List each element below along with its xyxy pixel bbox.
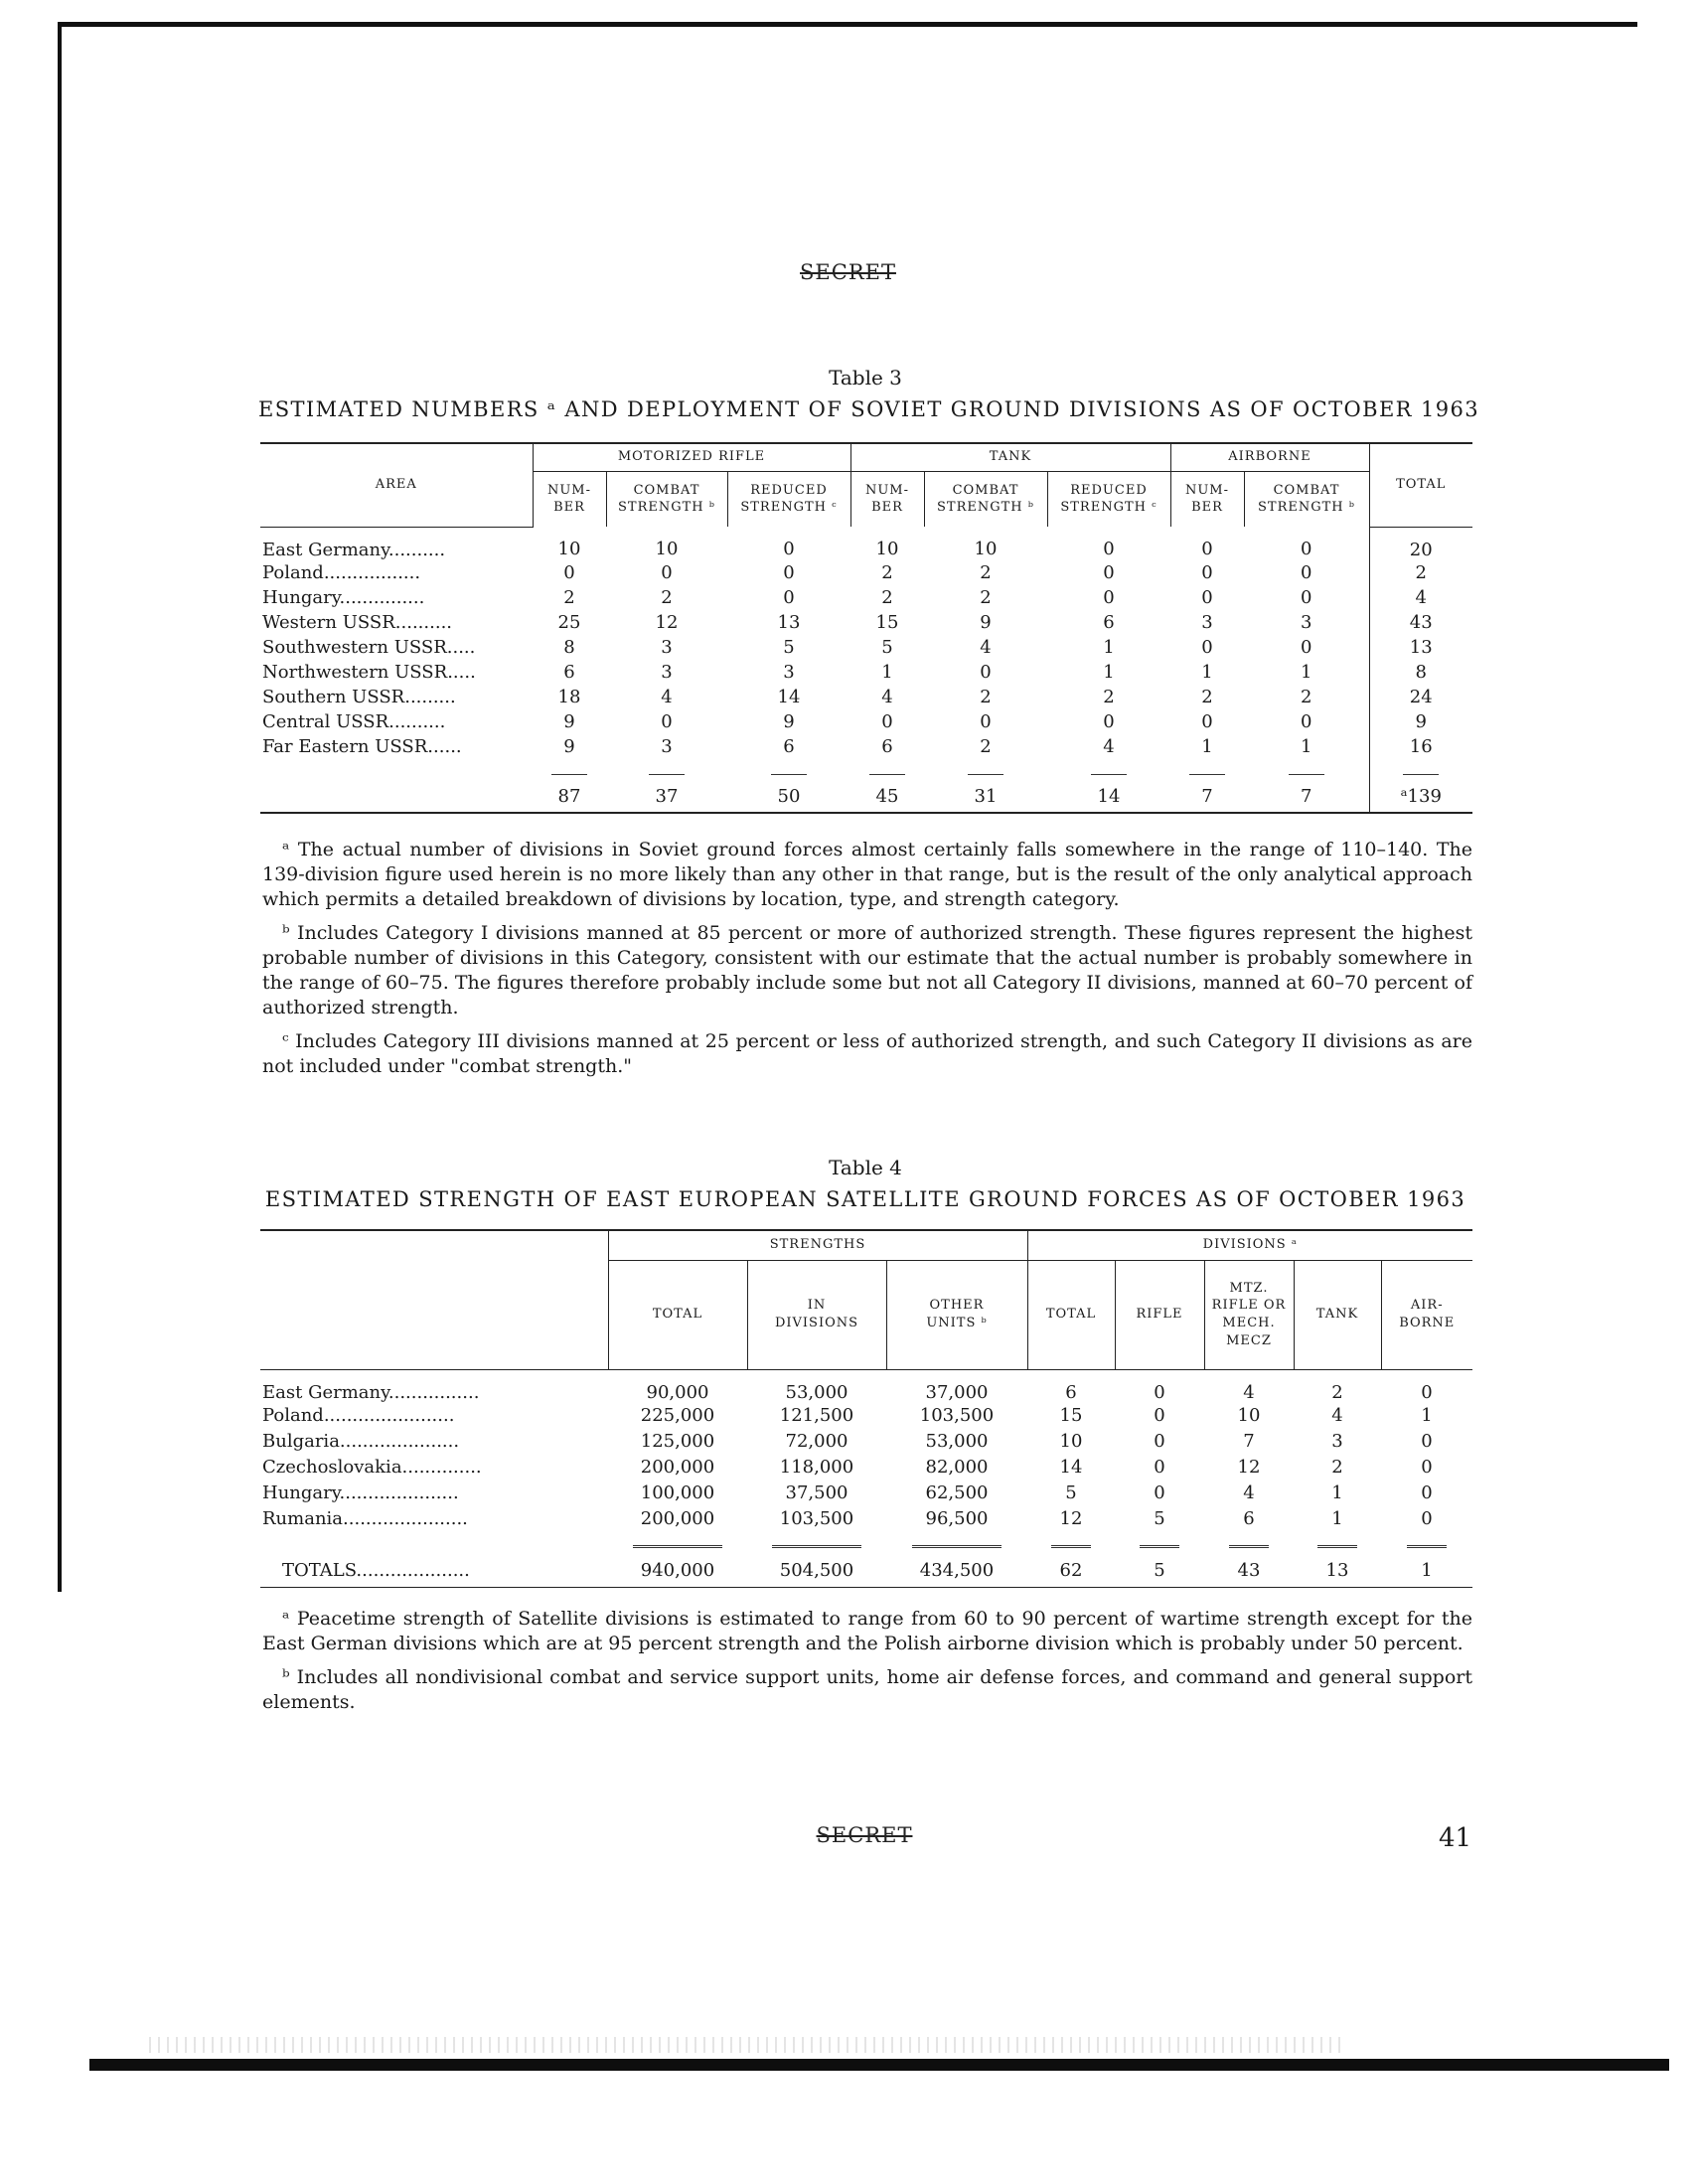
total-cell: 45 (850, 781, 924, 813)
cell: 2 (563, 586, 575, 608)
cell: 0 (1154, 1405, 1165, 1426)
header-rifle: RIFLE (1115, 1260, 1204, 1369)
totals-row (260, 781, 1472, 813)
cell: 6 (881, 735, 893, 757)
header-tank-number: NUM- BER (850, 471, 924, 527)
cell: 25 (557, 611, 581, 633)
cell: 0 (1301, 710, 1312, 732)
table3-title: ESTIMATED NUMBERS ᵃ AND DEPLOYMENT OF SOVIET GROUND DIVISIONS AS OF OCTOBER 1963 (258, 397, 1480, 421)
cell: 0 (1154, 1431, 1165, 1452)
cell: 4 (1243, 1482, 1255, 1503)
rule (771, 774, 807, 775)
cell: 3 (661, 636, 673, 658)
header-other-units: OTHER UNITS ᵇ (886, 1260, 1027, 1369)
cell: 15 (1059, 1405, 1083, 1426)
cell: 0 (783, 586, 795, 608)
row-country: Hungary..................... (262, 1482, 459, 1503)
cell: 0 (1201, 539, 1213, 560)
cell: 103,500 (779, 1508, 854, 1529)
footnote-b: ᵇ Includes Category I divisions manned at 85 percent or more of authorized strength. These figures represent the highest probable number of divisions in this Category, consistent with our estimate that the actual number is probably somewhere in the range of 60–75. The figures therefore probably include some but not all Category II divisions, manned at 60–70 percent of authorized strength. (262, 922, 1472, 1018)
cell: 0 (1421, 1508, 1433, 1529)
cell: 5 (881, 636, 893, 658)
cell: 6 (1065, 1381, 1077, 1403)
footnote-a: ᵃ The actual number of divisions in Soviet ground forces almost certainly falls somewhere in the range of 110–140. The 139-division figure used herein is no more likely than any other in that range, but is the result of the only analytical approach which permits a detailed breakdown of divisions by location, type, and strength category. (262, 839, 1472, 910)
total-cell: 37 (606, 781, 727, 813)
header-airborne: AIRBORNE (1170, 443, 1369, 471)
header-total: TOTAL (1369, 443, 1472, 527)
cell: 0 (1103, 710, 1115, 732)
table-row (260, 1429, 1472, 1455)
subtotal-rule-row (260, 759, 1472, 781)
total-cell: 504,500 (747, 1554, 886, 1588)
cell: 200,000 (640, 1457, 715, 1478)
row-country: Rumania...................... (262, 1508, 468, 1529)
cell: 2 (661, 586, 673, 608)
cell: 0 (661, 561, 673, 583)
grand-total-cell: ᵃ139 (1369, 781, 1472, 813)
footnote-c: ᶜ Includes Category III divisions manned at 25 percent or less of authorized strength, and such Category II divisions as are not included under "combat strength." (262, 1030, 1472, 1077)
header-tank: TANK (1294, 1260, 1381, 1369)
total-cell: 62 (1027, 1554, 1115, 1588)
classification-marking-bottom: SECRET (816, 1823, 913, 1847)
cell: 0 (661, 710, 673, 732)
cell: 2 (1301, 686, 1312, 707)
footnote-a: ᵃ Peacetime strength of Satellite divisions is estimated to range from 60 to 90 percent of wartime strength except for the East German divisions which are at 95 percent strength and the Polish airborne division which is probably under 50 percent. (262, 1608, 1472, 1654)
cell: 225,000 (640, 1405, 715, 1426)
rule (1140, 1545, 1179, 1548)
cell: 1 (881, 661, 893, 683)
rule (912, 1545, 1002, 1548)
row-country: East Germany................ (262, 1381, 480, 1403)
table-row (260, 527, 1472, 560)
cell: 2 (881, 561, 893, 583)
cell-total: 24 (1369, 685, 1472, 709)
subtotal-rule-row (260, 1532, 1472, 1554)
cell: 2 (1201, 686, 1213, 707)
row-area: Far Eastern USSR...... (262, 735, 462, 757)
cell: 2 (1103, 686, 1115, 707)
header-tank-combat: COMBAT STRENGTH ᵇ (924, 471, 1047, 527)
rule (772, 1545, 861, 1548)
row-country: Bulgaria..................... (262, 1431, 460, 1452)
cell: 0 (1103, 539, 1115, 560)
cell: 2 (1331, 1381, 1343, 1403)
cell: 10 (1237, 1405, 1261, 1426)
cell: 0 (1421, 1431, 1433, 1452)
cell: 14 (1059, 1457, 1083, 1478)
table-row (260, 1481, 1472, 1506)
total-cell: 7 (1244, 781, 1369, 813)
cell: 0 (1154, 1457, 1165, 1478)
cell: 1 (1201, 661, 1213, 683)
cell: 1 (1301, 661, 1312, 683)
cell: 4 (980, 636, 992, 658)
table3-footnotes (262, 838, 1472, 1088)
cell: 0 (783, 539, 795, 560)
cell: 6 (1103, 611, 1115, 633)
header-mr-combat: COMBAT STRENGTH ᵇ (606, 471, 727, 527)
table4-title: ESTIMATED STRENGTH OF EAST EUROPEAN SATELLITE GROUND FORCES AS OF OCTOBER 1963 (264, 1187, 1466, 1211)
header-mr-reduced: REDUCED STRENGTH ᶜ (727, 471, 850, 527)
cell: 3 (1331, 1431, 1343, 1452)
row-area: Southwestern USSR..... (262, 636, 476, 658)
table-row (260, 610, 1472, 635)
cell: 90,000 (646, 1381, 709, 1403)
cell-total: 43 (1369, 610, 1472, 635)
cell-total: 8 (1369, 660, 1472, 685)
classification-marking-top: SECRET (800, 260, 896, 284)
table-row (260, 585, 1472, 610)
cell: 96,500 (925, 1508, 989, 1529)
cell: 0 (1103, 561, 1115, 583)
cell: 0 (1103, 586, 1115, 608)
row-country: Poland....................... (262, 1405, 455, 1426)
cell: 14 (777, 686, 801, 707)
cell-total: 4 (1369, 585, 1472, 610)
rule (968, 774, 1003, 775)
total-cell: 43 (1204, 1554, 1294, 1588)
cell: 37,500 (785, 1482, 848, 1503)
table-row (260, 1455, 1472, 1481)
cell: 0 (783, 561, 795, 583)
cell: 12 (1237, 1457, 1261, 1478)
cell: 9 (563, 710, 575, 732)
row-area: Southern USSR......... (262, 686, 456, 707)
table-row (260, 734, 1472, 759)
cell: 103,500 (919, 1405, 995, 1426)
cell: 0 (1301, 561, 1312, 583)
cell: 1 (1201, 735, 1213, 757)
cell: 6 (1243, 1508, 1255, 1529)
cell: 53,000 (785, 1381, 848, 1403)
header-mr-number: NUM- BER (533, 471, 606, 527)
cell: 2 (980, 735, 992, 757)
cell: 1 (1103, 636, 1115, 658)
cell: 0 (1154, 1381, 1165, 1403)
cell: 1 (1421, 1405, 1433, 1426)
header-tank: TANK (850, 443, 1170, 471)
cell: 0 (980, 710, 992, 732)
cell: 10 (1059, 1431, 1083, 1452)
cell: 7 (1243, 1431, 1255, 1452)
page-number: 41 (1439, 1823, 1472, 1853)
table-row (260, 1369, 1472, 1403)
row-area: Western USSR.......... (262, 611, 453, 633)
cell: 200,000 (640, 1508, 715, 1529)
cell: 2 (980, 686, 992, 707)
cell: 3 (661, 661, 673, 683)
rule (551, 774, 587, 775)
cell: 2 (1331, 1457, 1343, 1478)
table-row (260, 660, 1472, 685)
header-ab-combat: COMBAT STRENGTH ᵇ (1244, 471, 1369, 527)
row-area: Northwestern USSR..... (262, 661, 476, 683)
cell: 12 (655, 611, 679, 633)
cell: 9 (563, 735, 575, 757)
total-cell: 7 (1170, 781, 1244, 813)
total-cell: 940,000 (608, 1554, 747, 1588)
cell: 100,000 (640, 1482, 715, 1503)
table-row (260, 1403, 1472, 1429)
cell: 10 (974, 539, 998, 560)
cell: 6 (563, 661, 575, 683)
header-div-total: TOTAL (1027, 1260, 1115, 1369)
cell: 125,000 (640, 1431, 715, 1452)
cell: 5 (1154, 1508, 1165, 1529)
row-area: Hungary............... (262, 586, 425, 608)
cell-total: 9 (1369, 709, 1472, 734)
cell-total: 13 (1369, 635, 1472, 660)
cell: 0 (1201, 586, 1213, 608)
cell: 4 (1331, 1405, 1343, 1426)
cell: 2 (980, 561, 992, 583)
cell: 53,000 (925, 1431, 989, 1452)
rule (633, 1545, 722, 1548)
cell: 0 (1201, 636, 1213, 658)
cell: 0 (1421, 1381, 1433, 1403)
total-cell: 5 (1115, 1554, 1204, 1588)
rule (869, 774, 905, 775)
rule (1407, 1545, 1447, 1548)
cell: 6 (783, 735, 795, 757)
header-ab-number: NUM- BER (1170, 471, 1244, 527)
table-row (260, 635, 1472, 660)
cell: 121,500 (779, 1405, 854, 1426)
cell: 82,000 (925, 1457, 989, 1478)
header-area: AREA (260, 443, 533, 527)
cell: 1 (1103, 661, 1115, 683)
total-cell: 13 (1294, 1554, 1381, 1588)
header-strengths: STRENGTHS (608, 1230, 1027, 1260)
cell: 0 (881, 710, 893, 732)
cell: 72,000 (785, 1431, 848, 1452)
cell: 0 (1301, 586, 1312, 608)
table3 (260, 442, 1472, 814)
cell: 4 (1103, 735, 1115, 757)
cell: 0 (1421, 1482, 1433, 1503)
cell: 37,000 (925, 1381, 989, 1403)
rule (1403, 774, 1439, 775)
table4 (260, 1229, 1472, 1588)
table4-footnotes (262, 1607, 1472, 1724)
cell: 3 (1301, 611, 1312, 633)
cell: 12 (1059, 1508, 1083, 1529)
cell: 1 (1331, 1508, 1343, 1529)
scan-noise (149, 2037, 1341, 2053)
table-row (260, 1506, 1472, 1532)
table4-caption (258, 1156, 1472, 1211)
cell: 18 (557, 686, 581, 707)
cell: 5 (783, 636, 795, 658)
row-area: Central USSR.......... (262, 710, 446, 732)
header-motorized-rifle: MOTORIZED RIFLE (533, 443, 850, 471)
row-area: East Germany.......... (262, 539, 446, 560)
total-cell: 434,500 (886, 1554, 1027, 1588)
table-row (260, 560, 1472, 585)
rule (1091, 774, 1127, 775)
cell: 0 (1201, 561, 1213, 583)
rule (1229, 1545, 1269, 1548)
total-cell: 50 (727, 781, 850, 813)
cell: 0 (1154, 1482, 1165, 1503)
cell-total: 16 (1369, 734, 1472, 759)
page-frame-bottom (89, 2059, 1669, 2071)
cell: 2 (980, 586, 992, 608)
totals-row (260, 1554, 1472, 1588)
rule (1189, 774, 1225, 775)
rule (649, 774, 685, 775)
cell: 10 (875, 539, 899, 560)
header-mtz-rifle: MTZ. RIFLE OR MECH. MECZ (1204, 1260, 1294, 1369)
cell: 9 (783, 710, 795, 732)
row-area: Poland................. (262, 561, 421, 583)
cell: 1 (1301, 735, 1312, 757)
cell: 9 (980, 611, 992, 633)
header-divisions: DIVISIONS ᵃ (1027, 1230, 1472, 1260)
rule (1051, 1545, 1091, 1548)
cell: 0 (980, 661, 992, 683)
header-tank-reduced: REDUCED STRENGTH ᶜ (1047, 471, 1170, 527)
cell-total: 2 (1369, 560, 1472, 585)
row-country: Czechoslovakia.............. (262, 1457, 482, 1478)
total-cell: 1 (1381, 1554, 1472, 1588)
cell: 10 (557, 539, 581, 560)
table3-caption (258, 366, 1480, 421)
cell: 13 (777, 611, 801, 633)
totals-label: TOTALS.................... (260, 1554, 608, 1588)
page-frame-left (58, 22, 62, 1592)
table3-number: Table 3 (829, 366, 902, 390)
rule (1317, 1545, 1357, 1548)
cell: 0 (1301, 539, 1312, 560)
rule (1289, 774, 1324, 775)
cell: 15 (875, 611, 899, 633)
total-cell: 87 (533, 781, 606, 813)
cell: 10 (655, 539, 679, 560)
cell: 0 (1301, 636, 1312, 658)
header-airborne: AIR- BORNE (1381, 1260, 1472, 1369)
cell: 0 (1421, 1457, 1433, 1478)
header-in-divisions: IN DIVISIONS (747, 1260, 886, 1369)
cell: 4 (1243, 1381, 1255, 1403)
footnote-b: ᵇ Includes all nondivisional combat and service support units, home air defense forces, and command and general support elements. (262, 1666, 1472, 1713)
total-cell: 14 (1047, 781, 1170, 813)
cell: 1 (1331, 1482, 1343, 1503)
header-strength-total: TOTAL (608, 1260, 747, 1369)
cell: 62,500 (925, 1482, 989, 1503)
cell-total: 20 (1369, 527, 1472, 560)
table-row (260, 709, 1472, 734)
cell: 5 (1065, 1482, 1077, 1503)
cell: 0 (1201, 710, 1213, 732)
cell: 3 (783, 661, 795, 683)
total-cell: 31 (924, 781, 1047, 813)
cell: 3 (1201, 611, 1213, 633)
cell: 4 (661, 686, 673, 707)
cell: 8 (563, 636, 575, 658)
cell: 0 (563, 561, 575, 583)
cell: 3 (661, 735, 673, 757)
table-row (260, 685, 1472, 709)
cell: 2 (881, 586, 893, 608)
table4-number: Table 4 (829, 1156, 902, 1179)
cell: 4 (881, 686, 893, 707)
page-frame-top (58, 22, 1637, 27)
cell: 118,000 (779, 1457, 854, 1478)
